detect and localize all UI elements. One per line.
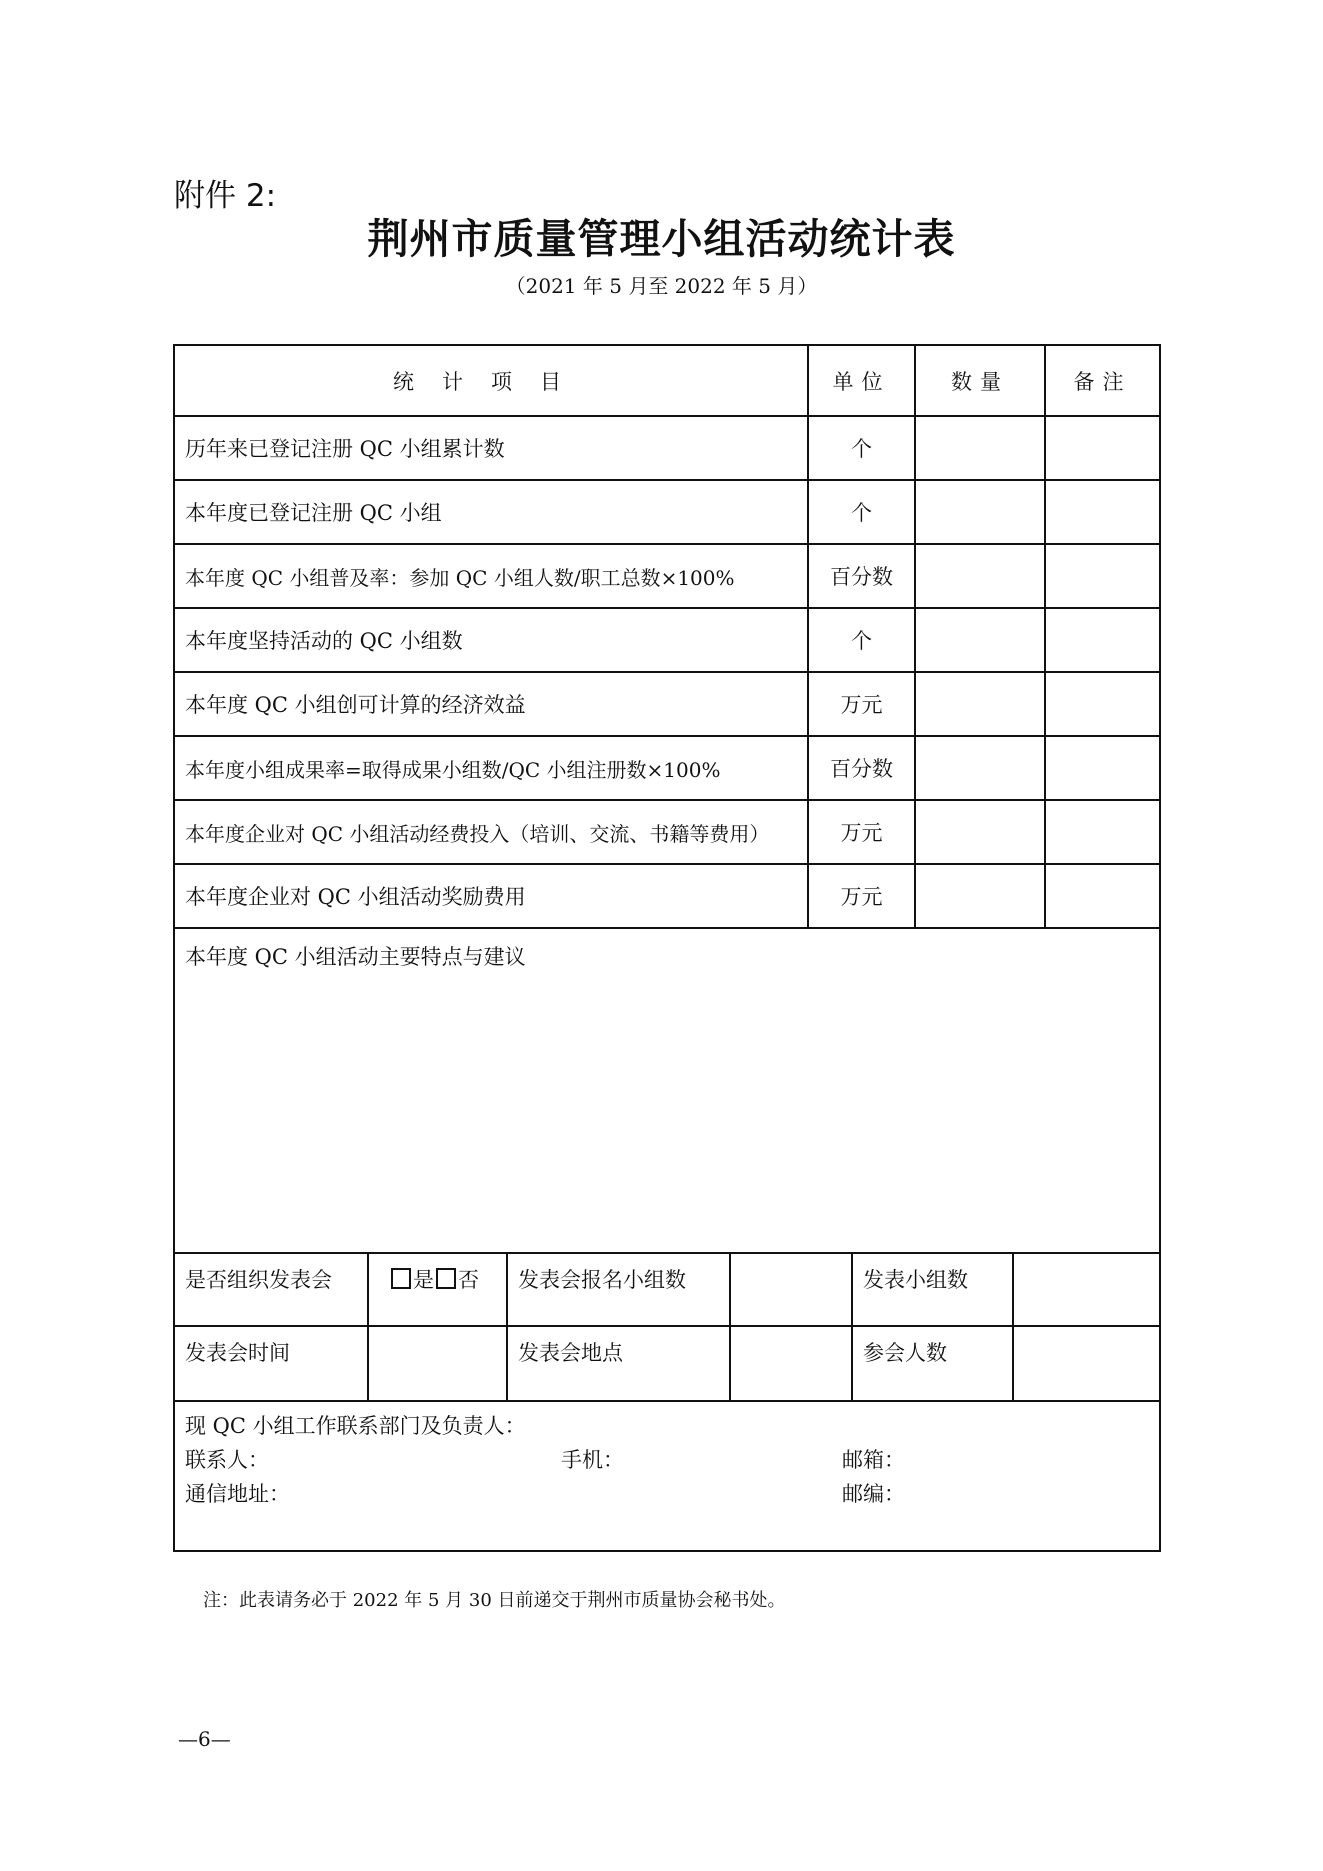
row-item: 本年度企业对 QC 小组活动经费投入（培训、交流、书籍等费用） [174,800,808,864]
contact-heading-line [185,1410,1149,1444]
row-remark-cell[interactable] [1045,416,1160,480]
row-quantity-cell[interactable] [915,672,1045,736]
row-unit: 万元 [808,800,915,864]
yes-no-choice [368,1254,507,1326]
table-header-row [174,345,1160,416]
column-header-item: 统计项目 [174,345,808,416]
meeting-holder [174,1253,1160,1401]
row-quantity-cell[interactable] [915,544,1045,608]
signup-count-label: 发表会报名小组数 [507,1254,730,1326]
attendees-label: 参会人数 [852,1326,1013,1400]
meeting-section [174,1253,1160,1401]
row-quantity-cell[interactable] [915,736,1045,800]
row-quantity-cell[interactable] [915,800,1045,864]
row-remark-cell[interactable] [1045,608,1160,672]
contact-heading: 现 QC 小组工作联系部门及负责人： [185,1414,526,1438]
meeting-time-label: 发表会时间 [185,1341,290,1365]
attachment-label: 附件 2: [174,178,277,214]
meeting-place-label: 发表会地点 [507,1326,730,1400]
postcode-label[interactable]: 邮编： [842,1482,905,1506]
row-quantity-cell[interactable] [915,416,1045,480]
table-row [174,736,1160,800]
presenting-count-label: 发表小组数 [852,1254,1013,1326]
row-unit: 个 [808,416,915,480]
row-remark-cell[interactable] [1045,800,1160,864]
meeting-place-cell[interactable] [730,1326,852,1400]
row-remark-cell[interactable] [1045,736,1160,800]
row-remark-cell[interactable] [1045,480,1160,544]
row-unit: 万元 [808,672,915,736]
table-row [174,608,1160,672]
document-period: （2021 年 5 月至 2022 年 5 月） [505,274,818,298]
page-number: —6— [178,1727,231,1751]
row-item: 本年度 QC 小组创可计算的经济效益 [174,672,808,736]
row-remark-cell[interactable] [1045,864,1160,928]
signup-count-cell[interactable] [730,1254,852,1326]
row-remark-cell[interactable] [1045,544,1160,608]
row-remark-cell[interactable] [1045,672,1160,736]
row-item: 历年来已登记注册 QC 小组累计数 [174,416,808,480]
features-label: 本年度 QC 小组活动主要特点与建议 [185,945,526,969]
meeting-held-label: 是否组织发表会 [175,1254,368,1326]
document-title: 荆州市质量管理小组活动统计表 [367,215,956,263]
meeting-table [175,1254,1161,1400]
mobile-label[interactable]: 手机： [561,1448,624,1472]
no-label: 否 [458,1268,479,1292]
presenting-count-cell[interactable] [1013,1254,1161,1326]
row-item: 本年度企业对 QC 小组活动奖励费用 [174,864,808,928]
features-row [174,928,1160,1253]
contact-person-label[interactable]: 联系人： [185,1448,269,1472]
column-header-remark: 备注 [1045,345,1160,416]
row-quantity-cell[interactable] [915,864,1045,928]
row-item: 本年度坚持活动的 QC 小组数 [174,608,808,672]
meeting-row-2 [175,1326,1161,1400]
row-item: 本年度已登记注册 QC 小组 [174,480,808,544]
row-unit: 万元 [808,864,915,928]
address-label[interactable]: 通信地址： [185,1482,290,1506]
submission-note: 注：此表请务必于 2022 年 5 月 30 日前递交于荆州市质量协会秘书处。 [203,1590,786,1611]
row-unit: 百分数 [808,736,915,800]
features-cell[interactable] [174,928,1160,1253]
row-unit: 百分数 [808,544,915,608]
email-label[interactable]: 邮箱： [842,1448,905,1472]
meeting-time-cell[interactable] [368,1326,507,1400]
row-quantity-cell[interactable] [915,608,1045,672]
attendees-cell[interactable] [1013,1326,1161,1400]
row-unit: 个 [808,608,915,672]
meeting-row-1 [175,1254,1161,1326]
column-header-unit: 单位 [808,345,915,416]
contact-line-2 [185,1478,1149,1512]
table-row [174,480,1160,544]
row-unit: 个 [808,480,915,544]
row-item: 本年度 QC 小组普及率：参加 QC 小组人数/职工总数×100% [174,544,808,608]
table-row [174,672,1160,736]
row-item: 本年度小组成果率=取得成果小组数/QC 小组注册数×100% [174,736,808,800]
table-row [174,544,1160,608]
table-row [174,864,1160,928]
contact-cell [174,1401,1160,1551]
contact-line-1 [185,1444,1149,1478]
yes-label: 是 [413,1268,434,1292]
row-quantity-cell[interactable] [915,480,1045,544]
column-header-quantity: 数量 [915,345,1045,416]
table-row [174,416,1160,480]
statistics-table [173,344,1161,1552]
yes-checkbox[interactable] [391,1268,411,1289]
contact-row [174,1401,1160,1551]
no-checkbox[interactable] [436,1268,456,1289]
table-row [174,800,1160,864]
